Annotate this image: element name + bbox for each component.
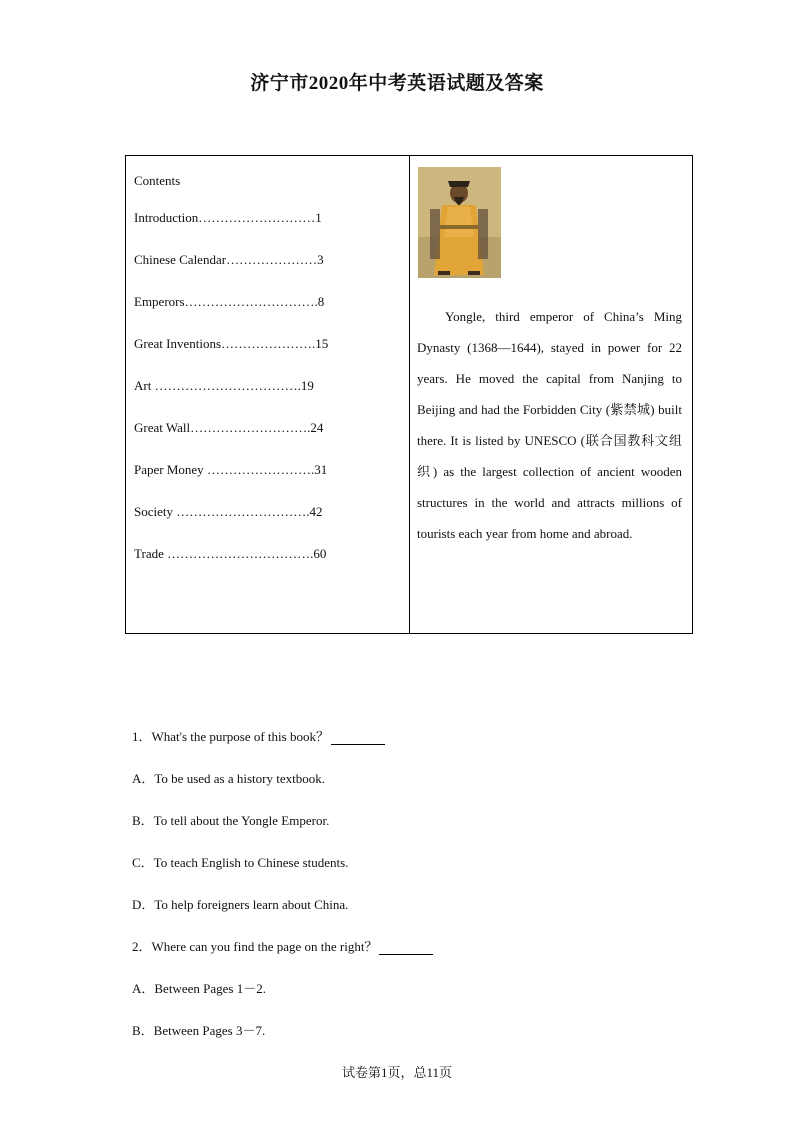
contents-item-dots: ……………………… bbox=[198, 210, 316, 225]
contents-item bbox=[134, 421, 409, 463]
contents-column bbox=[126, 156, 410, 633]
contents-item bbox=[134, 463, 409, 505]
question-text: D．To help foreigners learn about China. bbox=[132, 897, 349, 912]
contents-item-page: 24 bbox=[310, 420, 324, 435]
question-text: 2．Where can you find the page on the right？ bbox=[132, 939, 378, 954]
contents-item bbox=[134, 379, 409, 421]
answer-blank bbox=[379, 942, 433, 955]
answer-option bbox=[132, 768, 433, 810]
emperor-portrait-image bbox=[418, 167, 501, 278]
page-footer: 试卷第1页，总11页 bbox=[341, 1065, 453, 1080]
contents-item bbox=[134, 253, 409, 295]
contents-list bbox=[134, 211, 409, 589]
question-text: B．Between Pages 3－7. bbox=[132, 1023, 266, 1038]
contents-item-dots: …………………………. bbox=[176, 504, 310, 519]
contents-item-label: Paper Money bbox=[134, 462, 207, 477]
contents-item bbox=[134, 547, 409, 589]
answer-option bbox=[132, 894, 433, 936]
question-text: A．Between Pages 1－2. bbox=[132, 981, 266, 996]
contents-item-dots: …………………………. bbox=[184, 294, 318, 309]
contents-item-label: Society bbox=[134, 504, 177, 519]
contents-item bbox=[134, 211, 409, 253]
question-text: C．To teach English to Chinese students. bbox=[132, 855, 349, 870]
contents-item-label: Great Wall bbox=[134, 420, 191, 435]
contents-item-page: 3 bbox=[317, 252, 324, 267]
question-list bbox=[132, 726, 433, 1062]
contents-item-dots: ………………………. bbox=[190, 420, 311, 435]
contents-item bbox=[134, 337, 409, 379]
contents-item-page: 15 bbox=[315, 336, 329, 351]
contents-item-label: Trade bbox=[134, 546, 168, 561]
answer-option bbox=[132, 1020, 433, 1062]
contents-item-dots: ……………………………. bbox=[154, 378, 301, 393]
contents-item-page: 8 bbox=[317, 294, 325, 309]
contents-item-page: 19 bbox=[300, 378, 314, 393]
contents-item-dots: ……………………. bbox=[206, 462, 315, 477]
question-text: B．To tell about the Yongle Emperor. bbox=[132, 813, 330, 828]
contents-item-label: Art bbox=[134, 378, 155, 393]
passage-text: Yongle, third emperor of China’s Ming Dynasty (1368—1644), stayed in power for 22 years. He moved the capital from Nanjing to Beijing and had the Forbidden City (紫禁城) built there. It is listed by UNESCO (联合国教科文组织) as the largest collection of ancient wooden structures in the world and attracts millions of tourists each year from home and abroad. bbox=[417, 309, 682, 541]
answer-option bbox=[132, 810, 433, 852]
question-text: A．To be used as a history textbook. bbox=[132, 771, 325, 786]
contents-item-page: 60 bbox=[313, 546, 327, 561]
contents-item-dots: ……………………………. bbox=[167, 546, 314, 561]
passage-column bbox=[410, 156, 692, 633]
contents-item-page: 31 bbox=[314, 462, 328, 477]
question-stem bbox=[132, 726, 433, 768]
question-text: 1．What's the purpose of this book？ bbox=[132, 729, 329, 744]
contents-item-dots: ………………… bbox=[226, 252, 318, 267]
contents-item-page: 1 bbox=[315, 210, 322, 225]
answer-option bbox=[132, 852, 433, 894]
answer-option bbox=[132, 978, 433, 1020]
contents-item bbox=[134, 295, 409, 337]
contents-item-page: 42 bbox=[309, 504, 323, 519]
contents-item-dots: …………………. bbox=[221, 336, 316, 351]
contents-item-label: Emperors bbox=[134, 294, 185, 309]
page-title: 济宁市2020年中考英语试题及答案 bbox=[250, 73, 544, 94]
contents-item bbox=[134, 505, 409, 547]
answer-blank bbox=[331, 732, 385, 745]
question-stem bbox=[132, 936, 433, 978]
reading-table bbox=[125, 155, 693, 634]
contents-item-label: Introduction bbox=[134, 210, 199, 225]
contents-item-label: Chinese Calendar bbox=[134, 252, 227, 267]
contents-heading: Contents bbox=[134, 173, 181, 188]
contents-item-label: Great Inventions bbox=[134, 336, 222, 351]
